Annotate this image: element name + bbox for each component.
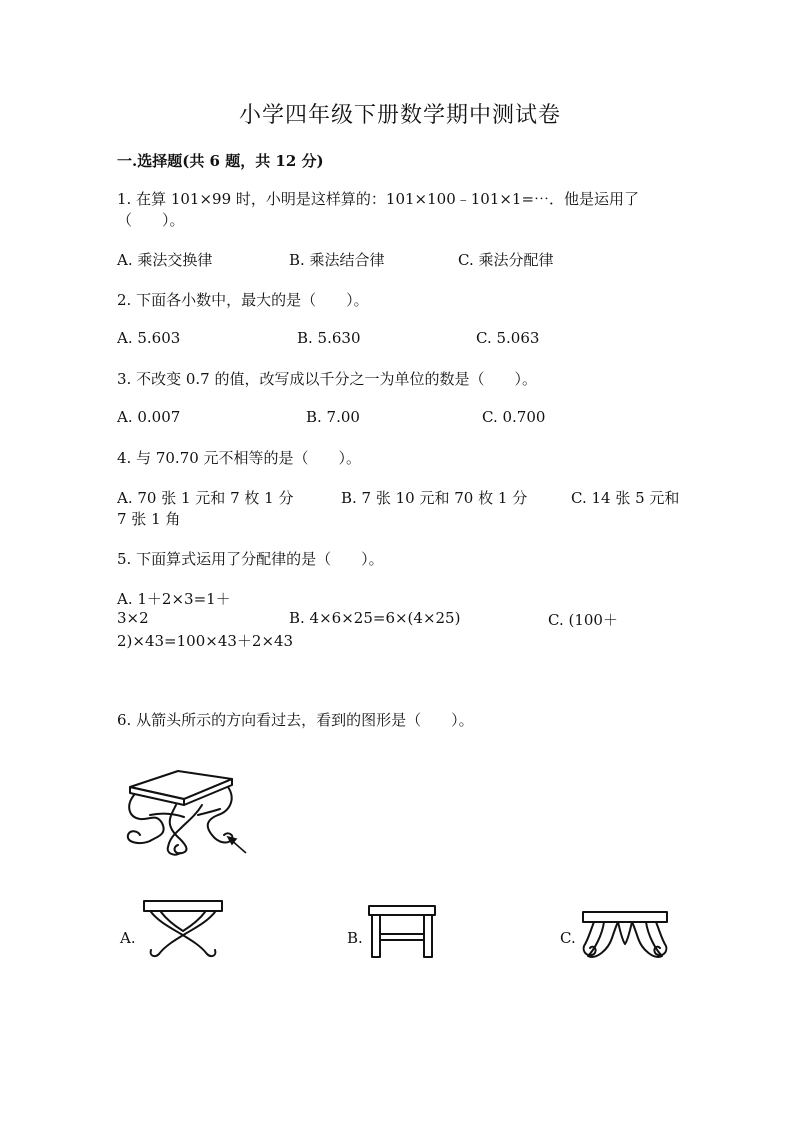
- q3-option-b: B. 7.00: [306, 408, 360, 426]
- q6-option-c-figure: [580, 910, 670, 962]
- q2-option-a: A. 5.603: [117, 329, 181, 347]
- q4-option-a: A. 70 张 1 元和 7 枚 1 分: [117, 489, 294, 507]
- section-heading: 一.选择题(共 6 题，共 12 分): [117, 152, 324, 170]
- q3-option-c: C. 0.700: [482, 408, 546, 426]
- q5-option-b: B. 4×6×25=6×(4×25): [289, 609, 461, 627]
- question-6-text: 6. 从箭头所示的方向看过去，看到的图形是（ ）。: [117, 711, 474, 729]
- question-3-text: 3. 不改变 0.7 的值，改写成以千分之一为单位的数是（ ）。: [117, 370, 537, 388]
- question-1-text: 1. 在算 101×99 时，小明是这样算的：101×100﹣101×1=⋯．他是运用了: [117, 190, 640, 208]
- q3-option-a: A. 0.007: [117, 408, 181, 426]
- q5-option-a-cont: 3×2: [117, 609, 149, 627]
- q6-option-a-figure: [141, 898, 225, 960]
- q1-option-a: A. 乘法交换律: [117, 251, 213, 269]
- q2-option-b: B. 5.630: [297, 329, 361, 347]
- question-4-text: 4. 与 70.70 元不相等的是（ ）。: [117, 449, 362, 467]
- q6-option-b-figure: [367, 904, 437, 960]
- q5-option-c-cont: 2)×43=100×43＋2×43: [117, 632, 294, 650]
- q4-option-c: C. 14 张 5 元和: [571, 489, 680, 507]
- q6-option-a-label: A.: [120, 929, 136, 947]
- q6-option-b-label: B.: [347, 929, 363, 947]
- q1-option-b: B. 乘法结合律: [289, 251, 385, 269]
- page-title: 小学四年级下册数学期中测试卷: [238, 103, 561, 128]
- q4-option-c-cont: 7 张 1 角: [117, 510, 181, 528]
- stool-figure: [120, 765, 250, 860]
- q6-option-c-label: C.: [560, 929, 576, 947]
- q5-option-a: A. 1＋2×3=1＋: [117, 590, 231, 608]
- question-1-text-cont: （ ）。: [117, 211, 185, 229]
- question-2-text: 2. 下面各小数中，最大的是（ ）。: [117, 291, 369, 309]
- q5-option-c: C. (100＋: [548, 611, 618, 629]
- question-5-text: 5. 下面算式运用了分配律的是（ ）。: [117, 550, 384, 568]
- q1-option-c: C. 乘法分配律: [458, 251, 554, 269]
- q2-option-c: C. 5.063: [476, 329, 540, 347]
- q4-option-b: B. 7 张 10 元和 70 枚 1 分: [341, 489, 528, 507]
